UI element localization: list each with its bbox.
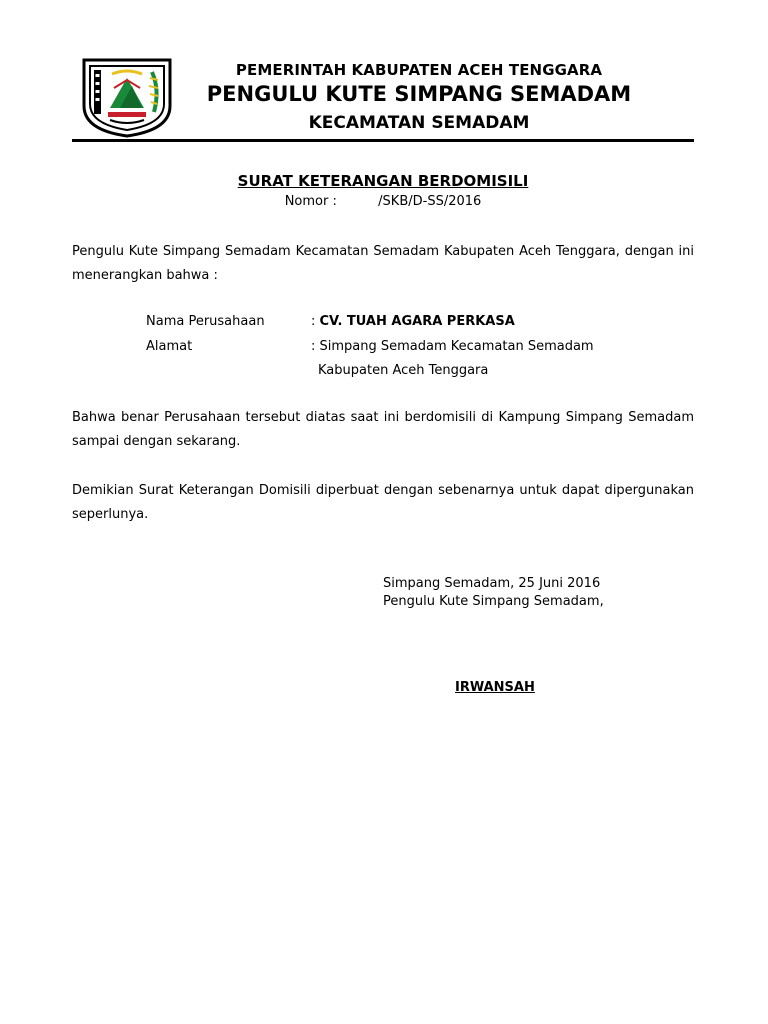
- letter-title-text: SURAT KETERANGAN BERDOMISILI: [237, 172, 529, 190]
- letter-number: Nomor : /SKB/D-SS/2016: [284, 194, 482, 209]
- signature-position: Pengulu Kute Simpang Semadam,: [383, 594, 604, 609]
- opening-paragraph: Pengulu Kute Simpang Semadam Kecamatan Semadam Kabupaten Aceh Tenggara, dengan ini menerangkan bahwa :: [72, 244, 694, 283]
- address-label: Alamat: [146, 339, 193, 354]
- address-value: : Simpang Semadam Kecamatan Semadam: [311, 339, 594, 354]
- company-name-value: : CV. TUAH AGARA PERKASA: [311, 314, 515, 329]
- closing-paragraph: Demikian Surat Keterangan Domisili diperbuat dengan sebenarnya untuk dapat dipergunakan seperlunya.: [72, 483, 694, 522]
- signatory-name: IRWANSAH: [455, 680, 535, 695]
- address-line1: Simpang Semadam Kecamatan Semadam: [319, 339, 594, 354]
- letter-title: [72, 172, 694, 190]
- header-government-line: PEMERINTAH KABUPATEN ACEH TENGGARA: [235, 61, 603, 79]
- header-office-line: PENGULU KUTE SIMPANG SEMADAM: [206, 82, 632, 106]
- company-name-label: Nama Perusahaan: [146, 314, 265, 329]
- company-name-text: CV. TUAH AGARA PERKASA: [319, 314, 515, 329]
- body-paragraph: Bahwa benar Perusahaan tersebut diatas saat ini berdomisili di Kampung Simpang Semadam sampai dengan sekarang.: [72, 410, 694, 449]
- signature-place-date: Simpang Semadam, 25 Juni 2016: [383, 576, 601, 591]
- header-district-line: KECAMATAN SEMADAM: [308, 113, 530, 133]
- letterhead-divider: [72, 139, 694, 142]
- address-line2: Kabupaten Aceh Tenggara: [318, 363, 489, 378]
